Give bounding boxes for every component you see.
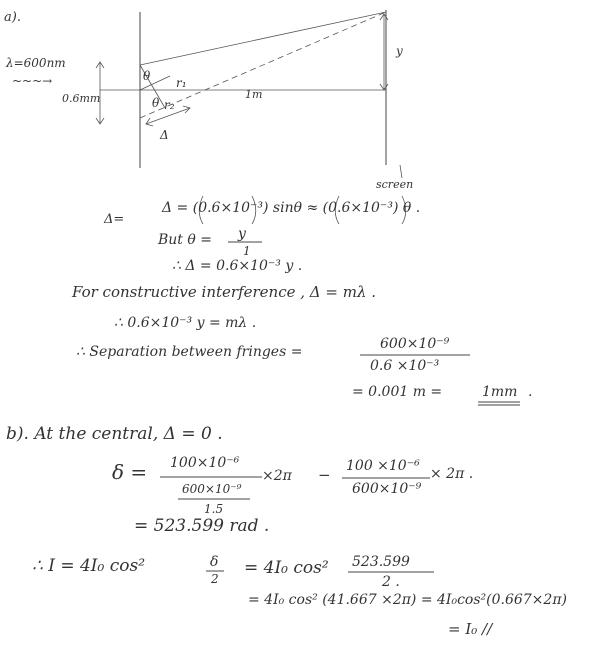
separation-num: 600×10⁻⁹: [380, 336, 450, 352]
fringe-y-label: y: [396, 44, 403, 58]
phase-frac1-den-num: 600×10⁻⁹: [182, 482, 242, 496]
angle-label: θ: [143, 69, 151, 83]
incident-wave-icon: ~~~→: [12, 74, 53, 88]
intensity-final-answer: = I₀ //: [448, 620, 493, 638]
separation-lhs: ∴ Separation between fringes =: [76, 344, 303, 360]
intensity-eq2: = 4I₀ cos²: [244, 558, 329, 578]
times-2pi-1: ×2π: [262, 468, 292, 484]
intensity-lhs: ∴ I = 4I₀ cos²: [32, 556, 146, 576]
phase-frac2-num: 100 ×10⁻⁶: [346, 458, 420, 474]
angle-repeat-label: θ: [152, 96, 160, 110]
times-2pi-2: × 2π .: [430, 466, 474, 482]
handwritten-solution-page: a). λ=600nm ~~~→ 0.6mm θ θ r₁ r₂ 1m Δ y screen Δ= Δ = (0.6×10⁻³) sinθ ≈ (0.6×10⁻³) θ . But θ = y 1 ∴ Δ = 0.6×10⁻³ y . For constructive interference , Δ = mλ . ∴ 0.6×10⁻³ y = mλ . ∴ Separation between fringes = 600×10⁻⁹ 0.6 ×10⁻³ = 0.001 m = 1mm . b). At the central, Δ = 0 . δ = 100×10⁻⁶ 600×10⁻⁹ 1.5 ×2π − 100 ×10⁻⁶ 600×10⁻⁹ × 2π . = 523.599 rad . ∴ I = 4I₀ cos² δ 2 = 4I₀ cos² 523.599 2 . = 4I₀ cos² (41.667 ×2π) = 4I₀cos²(0.667×2π) = I₀ //: [0, 0, 600, 645]
ray-lower: [140, 12, 386, 118]
minus-sign: −: [318, 466, 331, 484]
delta-substitution: ∴ Δ = 0.6×10⁻³ y .: [172, 258, 303, 274]
path-difference-equation: Δ = (0.6×10⁻³) sinθ ≈ (0.6×10⁻³) θ .: [162, 200, 421, 216]
slit-separation-label: 0.6mm: [62, 92, 101, 105]
phase-lhs: δ =: [112, 460, 148, 484]
theta-lhs: But θ =: [158, 232, 212, 248]
screen-label: screen: [376, 178, 414, 191]
phase-frac1-num: 100×10⁻⁶: [170, 455, 240, 471]
phase-frac2-den: 600×10⁻⁹: [352, 481, 422, 497]
ray-upper: [140, 12, 386, 65]
constructive-condition: For constructive interference , Δ = mλ .: [72, 283, 377, 301]
part-b-heading: b). At the central, Δ = 0 .: [6, 424, 223, 444]
intensity-frac2-num: 523.599: [352, 554, 410, 570]
intensity-frac-den: 2: [211, 572, 219, 586]
phase-frac1-den-den: 1.5: [204, 502, 224, 516]
delta-prefix: Δ=: [104, 212, 125, 227]
separation-answer: 1mm: [482, 384, 518, 400]
phase-result: = 523.599 rad .: [134, 516, 270, 536]
separation-den: 0.6 ×10⁻³: [370, 358, 440, 374]
fringe-equation: ∴ 0.6×10⁻³ y = mλ .: [114, 315, 257, 331]
intensity-frac2-den: 2 .: [382, 574, 400, 590]
theta-num: y: [238, 226, 246, 242]
intensity-frac-num: δ: [210, 554, 219, 570]
intensity-line2: = 4I₀ cos² (41.667 ×2π) = 4I₀cos²(0.667×2π): [248, 592, 567, 608]
ray1-label: r₁: [176, 76, 187, 90]
path-diff-label: Δ: [160, 128, 169, 142]
part-a-label: a).: [4, 10, 21, 25]
separation-result: = 0.001 m =: [352, 384, 443, 400]
ray2-label: r₂: [164, 98, 175, 112]
distance-label: 1m: [245, 88, 263, 101]
theta-den: 1: [243, 244, 251, 258]
wavelength-label: λ=600nm: [6, 56, 66, 70]
